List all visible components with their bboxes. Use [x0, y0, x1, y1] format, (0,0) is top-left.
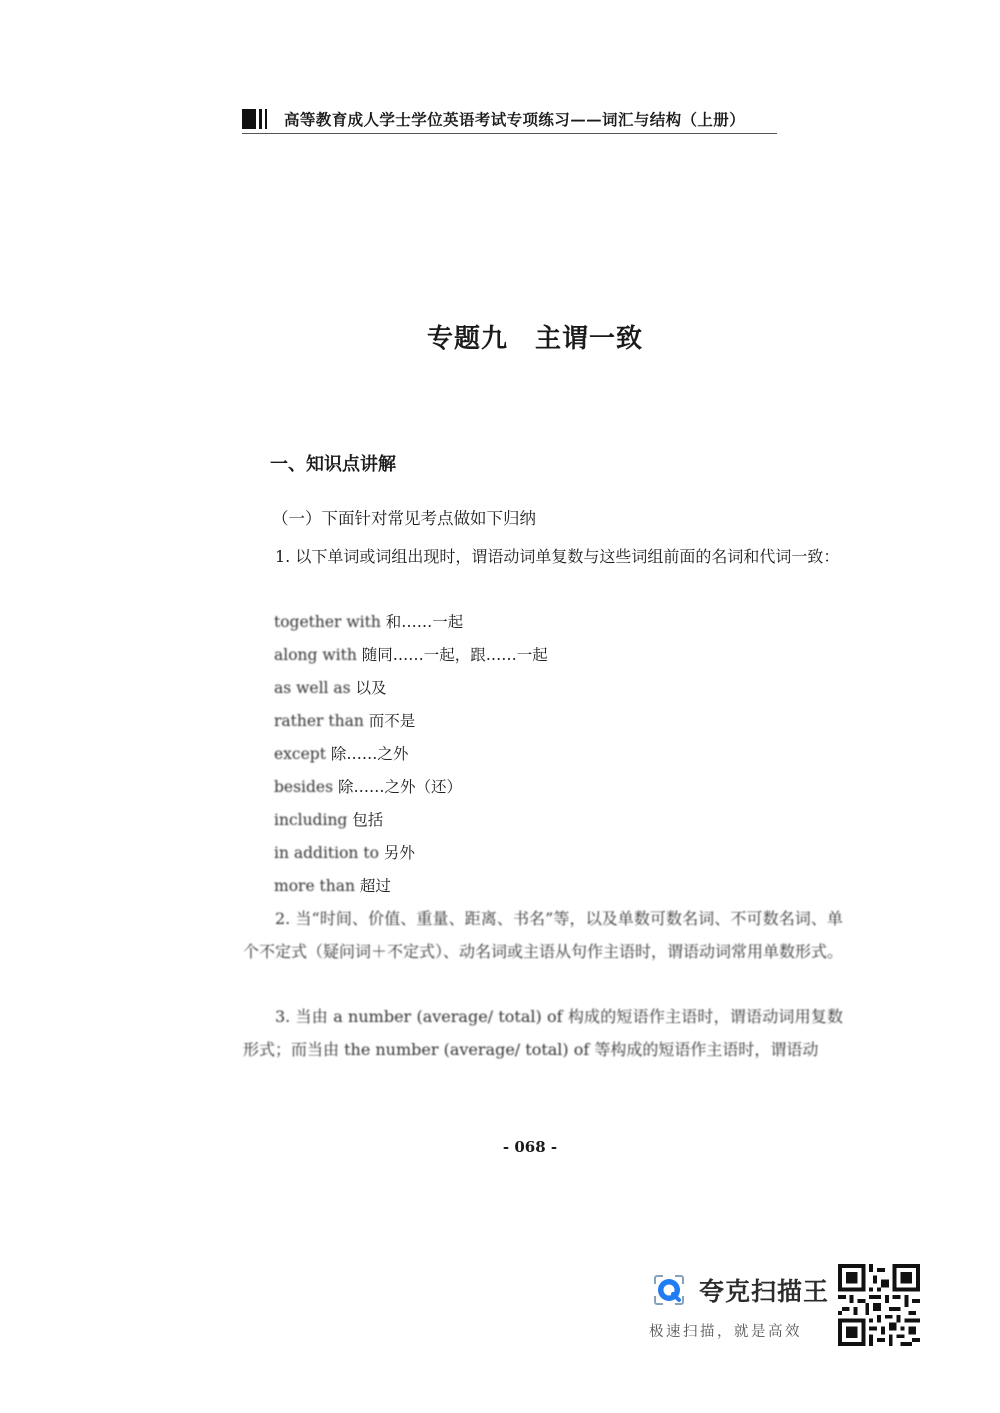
scanner-logo-icon — [649, 1270, 689, 1310]
qr-code-icon — [837, 1264, 921, 1346]
point-2-text: 2. 当“时间、价值、重量、距离、书名”等，以及单数可数名词、不可数名词、单个不定式（疑问词＋不定式）、动名词或主语从句作主语时，谓语动词常用单数形式。 — [243, 909, 844, 961]
running-header — [242, 107, 777, 135]
header-bar-mark — [242, 109, 267, 129]
point-3-text: 3. 当由 a number (average/ total) of 构成的短语作主语时，谓语动词用复数形式；而当由 the number (average/ total) of 等构成的短语作主语时，谓语动 — [243, 1007, 843, 1059]
phrase-item: including 包括 — [274, 811, 384, 829]
sub-heading: （一）下面针对常见考点做如下归纳 — [272, 509, 536, 528]
scanner-brand-name: 夸克扫描王 — [699, 1277, 830, 1306]
phrase-list — [274, 606, 548, 903]
phrase-item: rather than 而不是 — [274, 712, 416, 730]
phrase-item: in addition to 另外 — [274, 844, 415, 862]
header-title: 高等教育成人学士学位英语考试专项练习——词汇与结构（上册） — [284, 110, 746, 129]
scanner-slogan: 极速扫描，就是高效 — [649, 1324, 802, 1340]
point-1-text: 1. 以下单词或词组出现时，谓语动词单复数与这些词组前面的名词和代词一致： — [275, 547, 840, 566]
scanner-watermark — [645, 1262, 925, 1346]
phrase-item: along with 随同……一起，跟……一起 — [274, 646, 548, 664]
phrase-item: more than 超过 — [274, 877, 391, 895]
page-number: - 068 - — [502, 1138, 558, 1156]
point-1-paragraph — [243, 540, 843, 573]
phrase-item: together with 和……一起 — [274, 613, 464, 631]
point-3-paragraph — [243, 1000, 843, 1066]
point-2-paragraph — [243, 902, 843, 968]
section-heading: 一、知识点讲解 — [270, 454, 396, 475]
phrase-item: except 除……之外 — [274, 745, 409, 763]
phrase-item: as well as 以及 — [274, 679, 387, 697]
chapter-title: 专题九 主谓一致 — [426, 324, 643, 354]
header-rule — [242, 133, 777, 134]
phrase-item: besides 除……之外（还） — [274, 778, 463, 796]
